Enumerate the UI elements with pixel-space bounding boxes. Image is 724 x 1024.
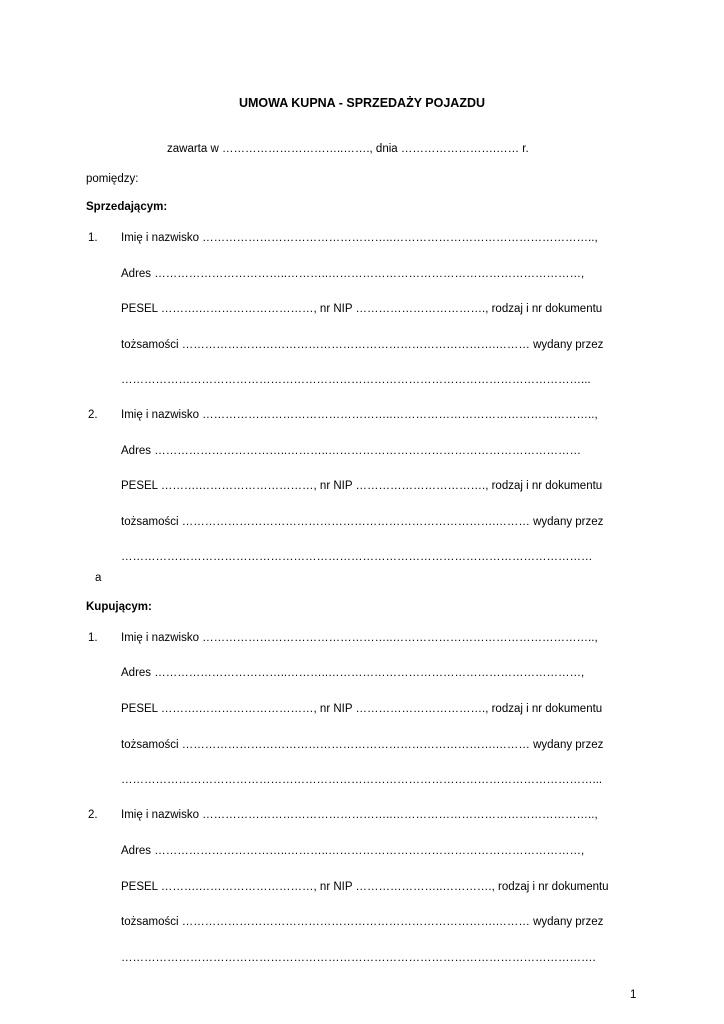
conjunction: a (95, 572, 102, 584)
seller-1-name-line: Imię i nazwisko …………………………………………..…………………………………………….., (121, 232, 598, 244)
seller-1-issued-line: …………………………………………………………………………………………………………... (121, 374, 591, 386)
buyer-2-issued-line: ……………………………………………………………………………………………………………. (121, 952, 596, 964)
seller-2-address-line: Adres ……………………………..………..………………………………………………………… (121, 445, 582, 457)
buyer-2-pesel-line: PESEL ……….…………………………, nr NIP …………………..…………., rodzaj i nr dokumentu (121, 881, 609, 893)
buyer-2-address-line: Adres ……………………………..………..…………………………………………………………, (121, 845, 585, 857)
seller-2-number: 2. (88, 409, 98, 421)
buyer-2-name-line: Imię i nazwisko …………………………………………..…………………………………………….., (121, 809, 598, 821)
seller-1-id-line: tożsamości ……………………………………………………………………….……… wydany przez (121, 339, 604, 351)
seller-1-number: 1. (88, 232, 98, 244)
seller-2-issued-line: …………………………………………………………………………………………………………… (121, 551, 593, 563)
intro-line: zawarta w …………………………..……., dnia …………………….…… r. (167, 143, 529, 155)
seller-1-address-line: Adres ……………………………..………..…………………………………………………………, (121, 268, 585, 280)
between-label: pomiędzy: (86, 173, 139, 185)
seller-1-pesel-line: PESEL ……….…………………………, nr NIP ……………………………., rodzaj i nr dokumentu (121, 303, 603, 315)
seller-2-pesel-line: PESEL ……….…………………………, nr NIP ……………………………., rodzaj i nr dokumentu (121, 480, 603, 492)
buyer-1-name-line: Imię i nazwisko …………………………………………..…………………………………………….., (121, 632, 598, 644)
buyer-heading: Kupującym: (86, 601, 152, 613)
buyer-1-number: 1. (88, 632, 98, 644)
seller-2-id-line: tożsamości ……………………………………………………………………….……… wydany przez (121, 516, 604, 528)
buyer-2-id-line: tożsamości ……………………………………………………………………….……… wydany przez (121, 916, 604, 928)
document-title: UMOWA KUPNA - SPRZEDAŻY POJAZDU (238, 96, 486, 110)
page-number: 1 (630, 989, 637, 1001)
buyer-1-id-line: tożsamości ……………………………………………………………………….……… wydany przez (121, 739, 604, 751)
buyer-2-number: 2. (88, 809, 98, 821)
buyer-1-pesel-line: PESEL ……….…………………………, nr NIP ……………………………., rodzaj i nr dokumentu (121, 703, 603, 715)
seller-2-name-line: Imię i nazwisko …………………………………………..…………………………………………….., (121, 409, 598, 421)
seller-heading: Sprzedającym: (86, 201, 168, 213)
buyer-1-issued-line: ……………………………………………………………………………………………………………... (121, 774, 603, 786)
buyer-1-address-line: Adres ……………………………..………..…………………………………………………………, (121, 667, 585, 679)
